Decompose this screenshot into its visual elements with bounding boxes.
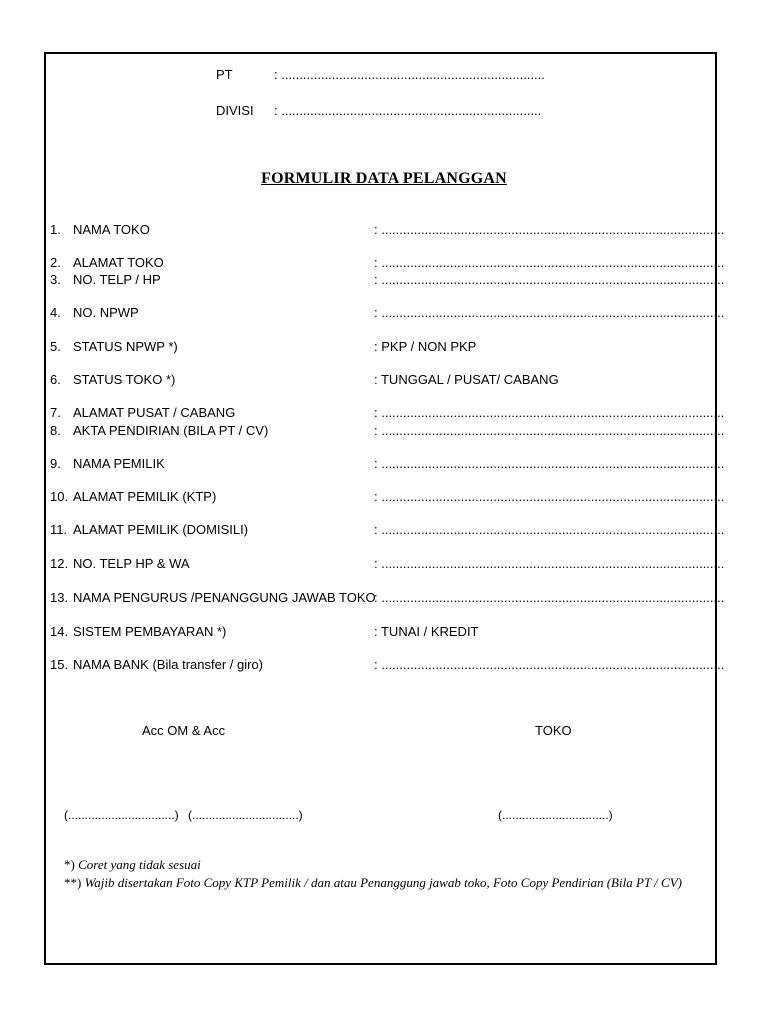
signature-blank-acc[interactable]: (................................)	[188, 808, 303, 822]
field-value-nama-pemilik[interactable]: : ...............................................................................................	[374, 456, 725, 471]
field-label-no-telp-wa: NO. TELP HP & WA	[73, 556, 190, 571]
field-number: 2.	[50, 255, 61, 270]
field-number: 5.	[50, 339, 61, 354]
field-number: 4.	[50, 305, 61, 320]
form-title: FORMULIR DATA PELANGGAN	[261, 170, 507, 187]
field-number: 7.	[50, 405, 61, 420]
field-value-no-telp-wa[interactable]: : ...............................................................................................	[374, 556, 725, 571]
field-number: 10.	[50, 489, 69, 504]
field-value-alamat-pemilik-ktp[interactable]: : ...............................................................................................	[374, 489, 725, 504]
field-label-sistem-pembayaran: SISTEM PEMBAYARAN *)	[73, 624, 227, 639]
field-value-alamat-toko[interactable]: : ...............................................................................................	[374, 255, 725, 270]
field-value-nama-toko[interactable]: : ...............................................................................................	[374, 222, 725, 237]
field-label-status-toko: STATUS TOKO *)	[73, 372, 176, 387]
field-label-alamat-pusat: ALAMAT PUSAT / CABANG	[73, 405, 236, 420]
field-value-status-npwp[interactable]: : PKP / NON PKP	[374, 339, 477, 354]
signature-blank-toko[interactable]: (................................)	[498, 808, 613, 822]
field-label-alamat-pemilik-ktp: ALAMAT PEMILIK (KTP)	[73, 489, 217, 504]
note-mark: **)	[64, 875, 82, 890]
note-mark: *)	[64, 857, 75, 872]
field-number: 13.	[50, 590, 69, 605]
field-label-alamat-pemilik-domisili: ALAMAT PEMILIK (DOMISILI)	[73, 522, 249, 537]
field-value-no-npwp[interactable]: : ...............................................................................................	[374, 305, 725, 320]
field-number: 8.	[50, 423, 61, 438]
field-label-nama-pemilik: NAMA PEMILIK	[73, 456, 165, 471]
field-value-no-telp[interactable]: : ...............................................................................................	[374, 272, 725, 287]
field-value-nama-bank[interactable]: : ...............................................................................................	[374, 657, 725, 672]
field-label-no-npwp: NO. NPWP	[73, 305, 139, 320]
field-number: 11.	[50, 522, 68, 537]
field-label-no-telp: NO. TELP / HP	[73, 272, 161, 287]
field-value-alamat-pemilik-domisili[interactable]: : ...............................................................................................	[374, 522, 725, 537]
pt-field[interactable]: : .........................................................................	[274, 67, 545, 82]
field-number: 1.	[50, 222, 61, 237]
field-label-akta-pendirian: AKTA PENDIRIAN (BILA PT / CV)	[73, 423, 269, 438]
signature-left-title: Acc OM & Acc	[142, 723, 226, 738]
field-label-nama-toko: NAMA TOKO	[73, 222, 150, 237]
field-value-akta-pendirian[interactable]: : ...............................................................................................	[374, 423, 725, 438]
field-value-sistem-pembayaran[interactable]: : TUNAI / KREDIT	[374, 624, 479, 639]
divisi-field[interactable]: : ........................................................................	[274, 103, 542, 118]
field-label-nama-pengurus: NAMA PENGURUS /PENANGGUNG JAWAB TOKO	[73, 590, 376, 605]
field-number: 3.	[50, 272, 61, 287]
field-number: 9.	[50, 456, 61, 471]
field-number: 15.	[50, 657, 69, 672]
field-label-status-npwp: STATUS NPWP *)	[73, 339, 178, 354]
signature-right-title: TOKO	[535, 723, 572, 738]
field-label-nama-bank: NAMA BANK (Bila transfer / giro)	[73, 657, 263, 672]
field-number: 14.	[50, 624, 69, 639]
field-value-status-toko[interactable]: : TUNGGAL / PUSAT/ CABANG	[374, 372, 559, 387]
field-value-nama-pengurus[interactable]: : ...............................................................................................	[374, 590, 725, 605]
pt-label: PT	[216, 67, 233, 82]
field-label-alamat-toko: ALAMAT TOKO	[73, 255, 164, 270]
field-value-alamat-pusat[interactable]: : ...............................................................................................	[374, 405, 725, 420]
field-number: 6.	[50, 372, 61, 387]
form-border	[44, 52, 717, 965]
note-coret	[64, 857, 704, 872]
note-text: Wajib disertakan Foto Copy KTP Pemilik / dan atau Penanggung jawab toko, Foto Copy Pendirian (Bila PT / CV)	[84, 875, 682, 890]
note-wajib	[64, 875, 712, 890]
note-text: Coret yang tidak sesuai	[78, 857, 201, 872]
signature-blank-om[interactable]: (................................)	[64, 808, 179, 822]
divisi-label: DIVISI	[216, 103, 254, 118]
field-number: 12.	[50, 556, 69, 571]
